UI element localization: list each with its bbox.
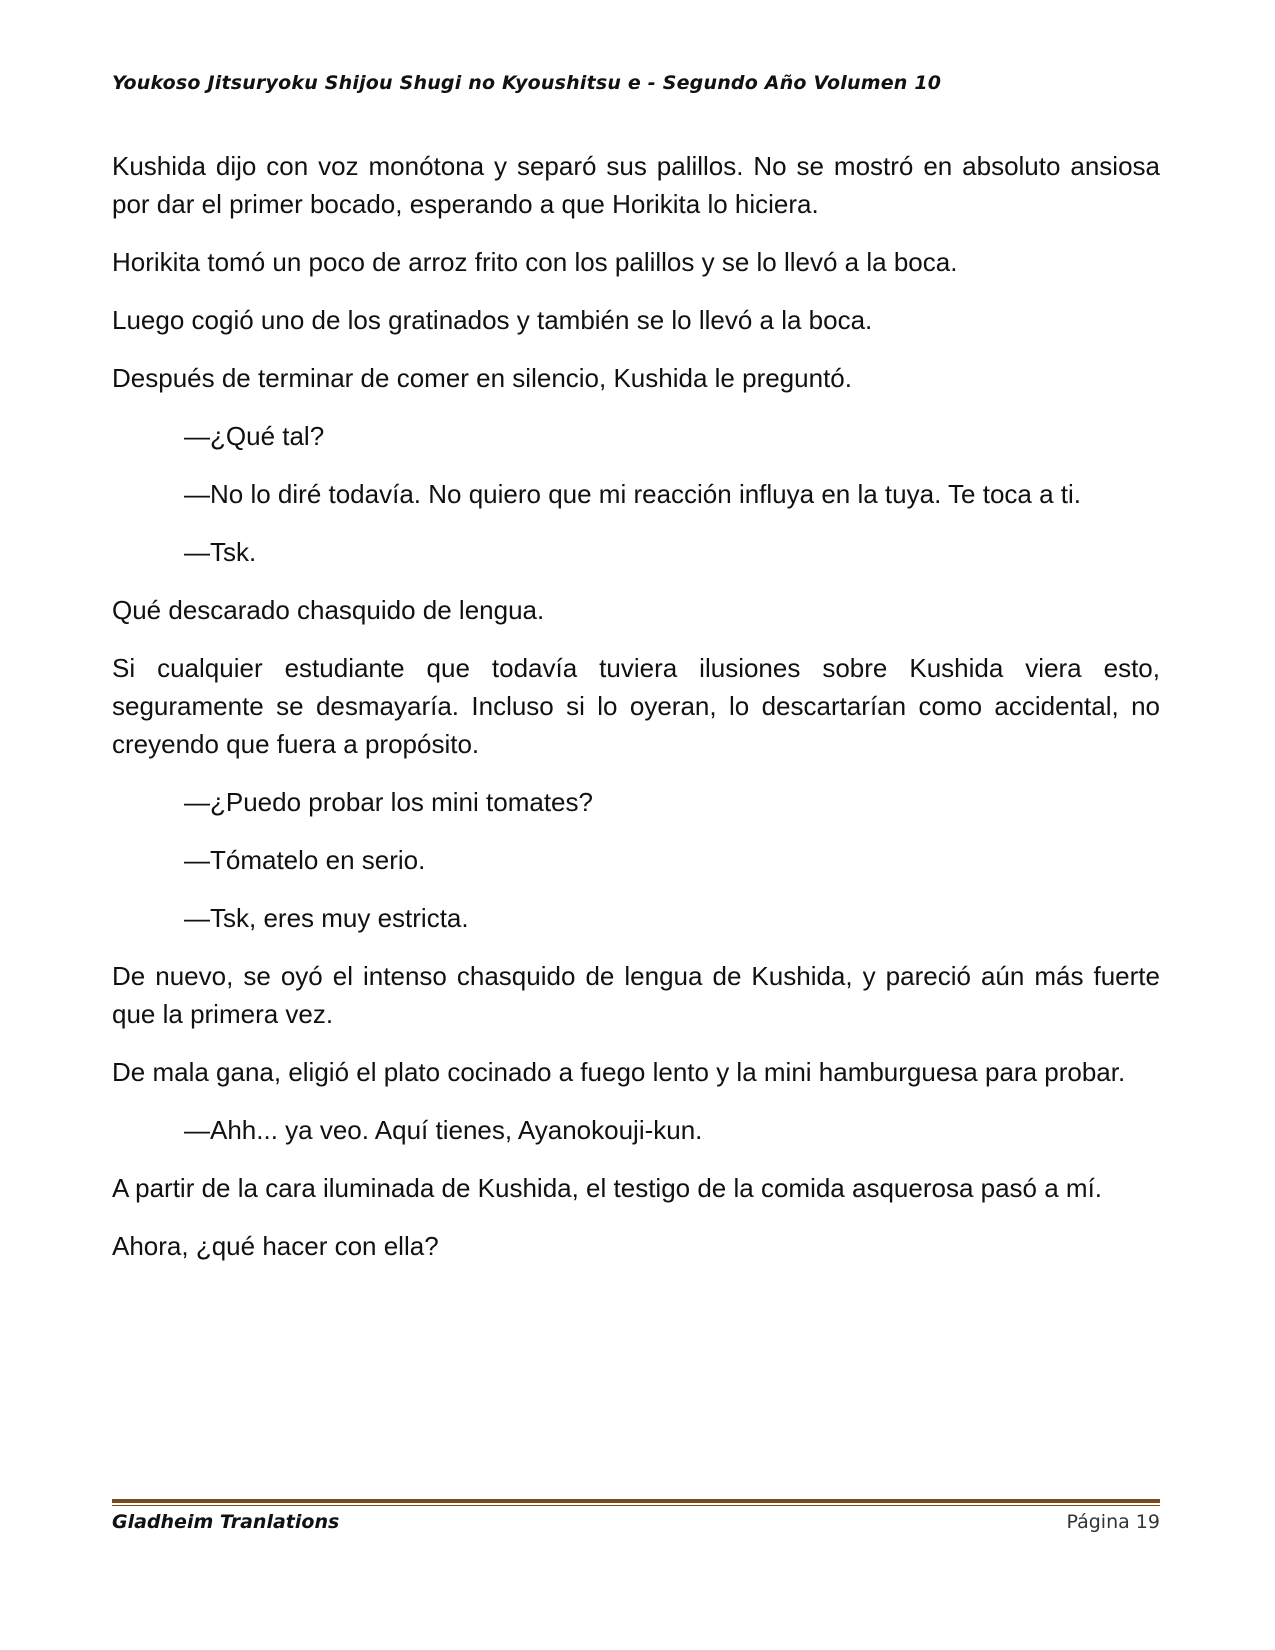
paragraph: Si cualquier estudiante que todavía tuviera ilusiones sobre Kushida viera esto, seguramente se desmayaría. Incluso si lo oyeran, lo descartarían como accidental, no creyendo que fuera a propósito. (112, 653, 1160, 759)
paragraph: De nuevo, se oyó el intenso chasquido de lengua de Kushida, y pareció aún más fuerte que la primera vez. (112, 961, 1160, 1029)
page-number: Página 19 (1066, 1511, 1160, 1533)
paragraph: De mala gana, eligió el plato cocinado a fuego lento y la mini hamburguesa para probar. (112, 1057, 1126, 1087)
footer-credit: Gladheim Tranlations (112, 1511, 340, 1533)
dialogue-line: —No lo diré todavía. No quiero que mi reacción influya en la tuya. Te toca a ti. (184, 479, 1082, 509)
body-text (112, 147, 1160, 1285)
dialogue-line: —¿Qué tal? (184, 421, 325, 451)
paragraph: Ahora, ¿qué hacer con ella? (112, 1231, 439, 1261)
footer-rule-thin (112, 1505, 1160, 1506)
dialogue-line: —¿Puedo probar los mini tomates? (184, 787, 593, 817)
dialogue-line: —Tómatelo en serio. (184, 845, 426, 875)
paragraph: A partir de la cara iluminada de Kushida, el testigo de la comida asquerosa pasó a mí. (112, 1173, 1103, 1203)
paragraph: Qué descarado chasquido de lengua. (112, 595, 545, 625)
dialogue-line: —Tsk, eres muy estricta. (184, 903, 469, 933)
running-header: Youkoso Jitsuryoku Shijou Shugi no Kyoushitsu e - Segundo Año Volumen 10 (112, 72, 942, 94)
dialogue-line: —Ahh... ya veo. Aquí tienes, Ayanokouji-kun. (184, 1115, 703, 1145)
paragraph: Horikita tomó un poco de arroz frito con los palillos y se lo llevó a la boca. (112, 247, 958, 277)
paragraph: Después de terminar de comer en silencio, Kushida le preguntó. (112, 363, 852, 393)
dialogue-line: —Tsk. (184, 537, 257, 567)
paragraph: Luego cogió uno de los gratinados y también se lo llevó a la boca. (112, 305, 873, 335)
paragraph: Kushida dijo con voz monótona y separó sus palillos. No se mostró en absoluto ansiosa por dar el primer bocado, esperando a que Horikita lo hiciera. (112, 151, 1160, 219)
footer-rule-thick (112, 1499, 1160, 1503)
